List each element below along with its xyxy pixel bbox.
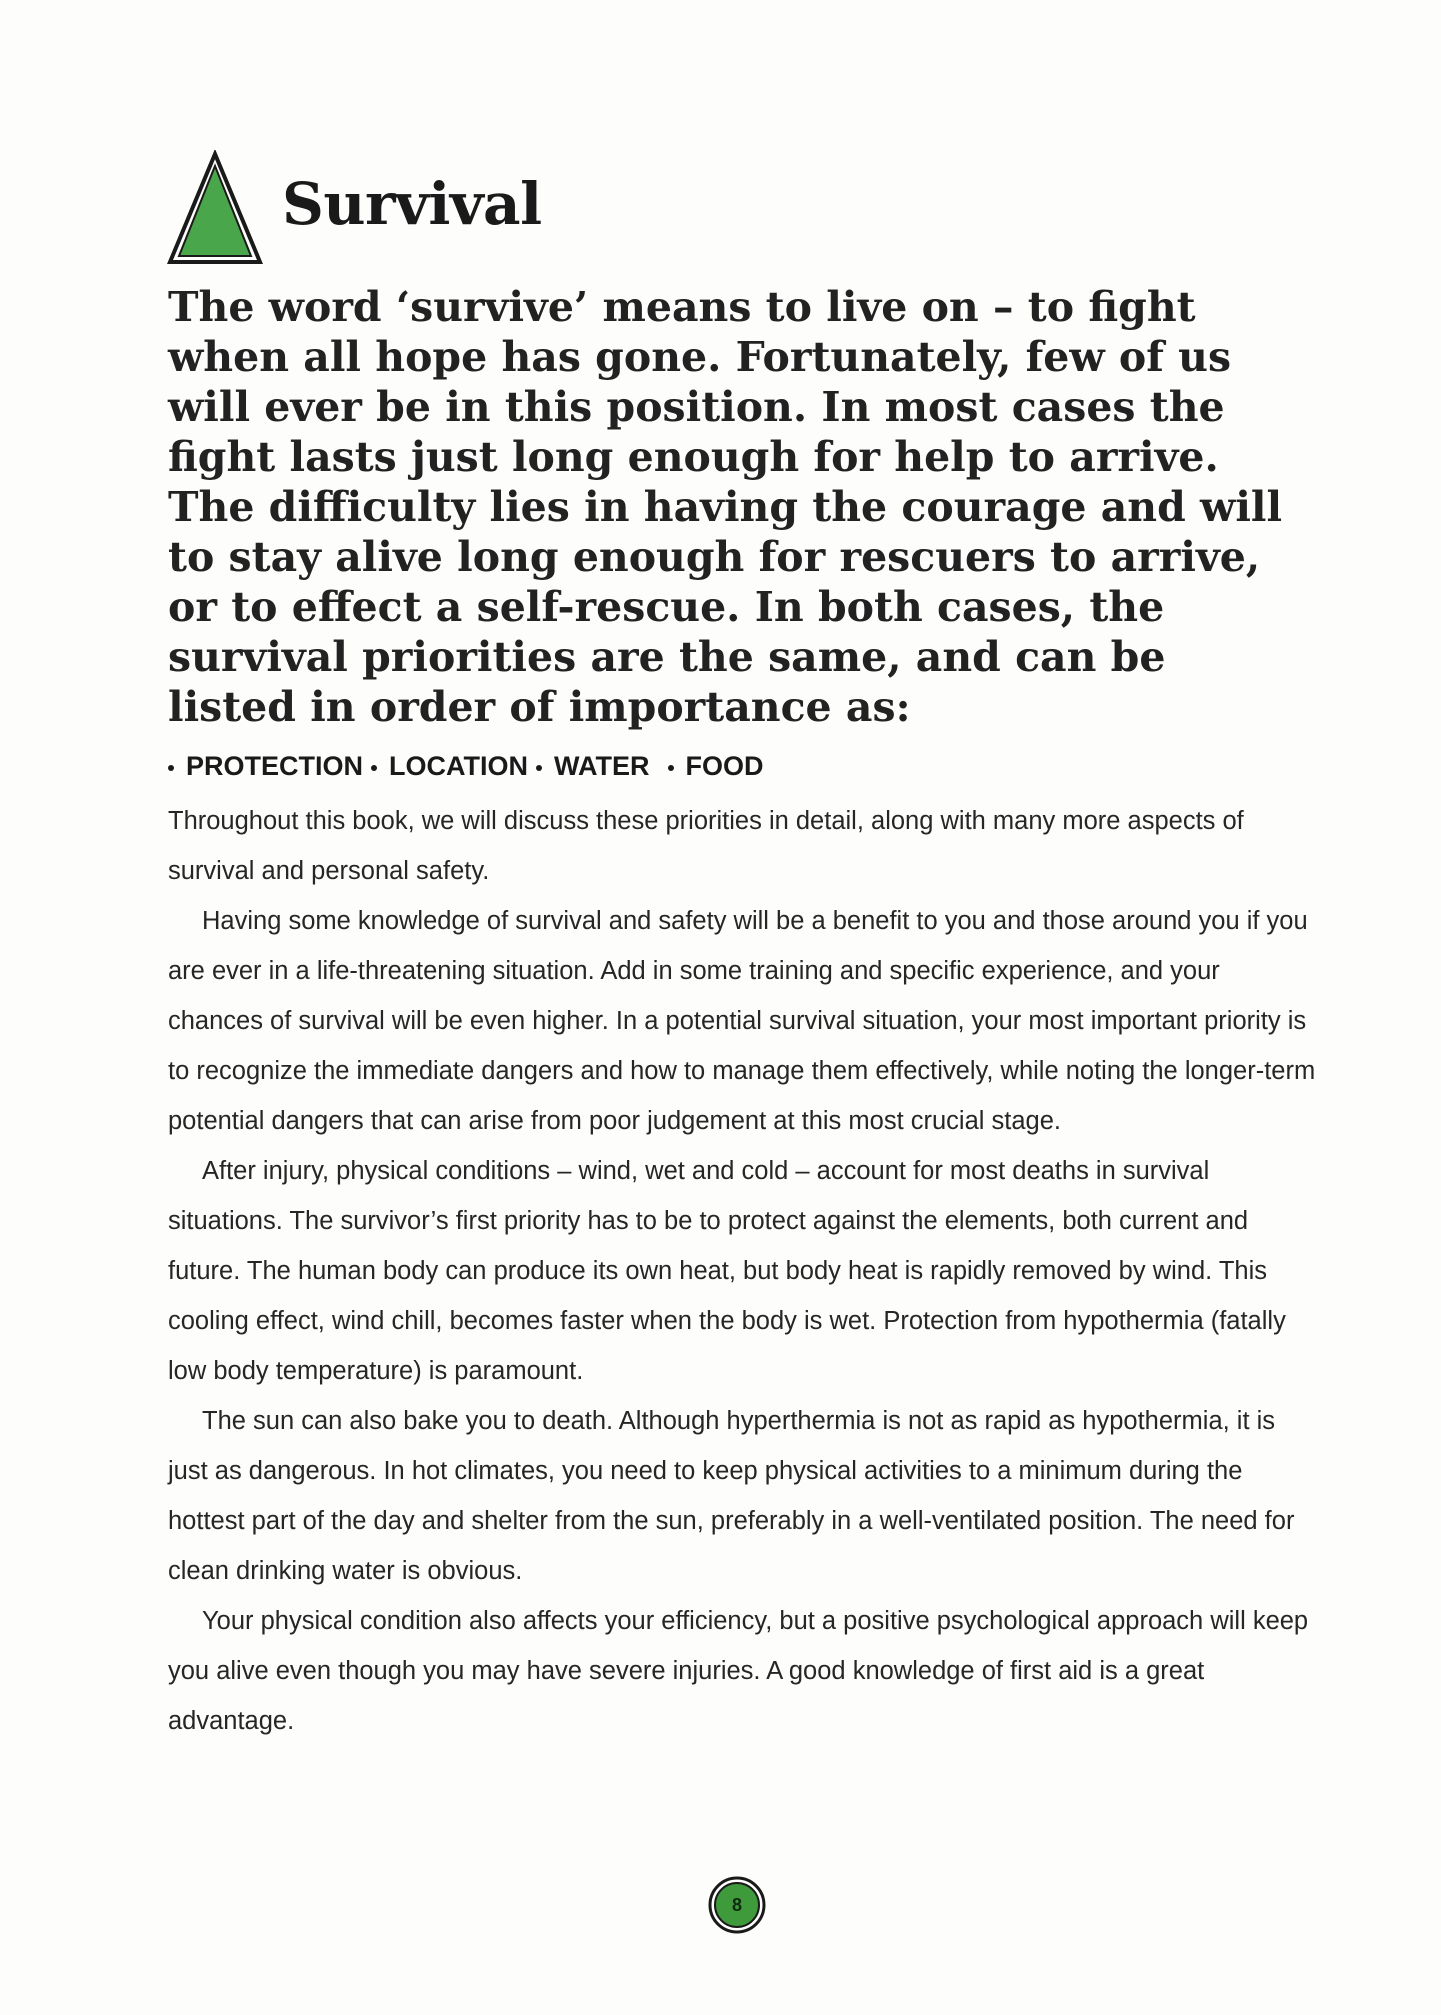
body-text bbox=[168, 796, 1320, 1746]
body-paragraph: Your physical condition also affects your efficiency, but a positive psychological approach will keep you alive even though you may have severe injuries. A good knowledge of first aid is a great advantage. bbox=[168, 1607, 1309, 1735]
priority-item: FOOD bbox=[685, 751, 764, 781]
bullet-icon bbox=[668, 765, 674, 771]
bullet-icon bbox=[371, 765, 377, 771]
priorities-list bbox=[168, 746, 764, 786]
priority-item: PROTECTION bbox=[186, 751, 364, 781]
intro-paragraph: The word ‘survive’ means to live on – to fight when all hope has gone. Fortunately, few of us will ever be in this position. In most cases the fight lasts just long enough for help to arrive. The difficulty lies in having the courage and will to stay alive long enough for rescuers to arrive, or to effect a self-rescue. In both cases, the survival priorities are the same, and can be listed in order of importance as: bbox=[168, 283, 1283, 731]
body-paragraph: After injury, physical conditions – wind, wet and cold – account for most deaths in survival situations. The survivor’s first priority has to be to protect against the elements, both current and future. The human body can produce its own heat, but body heat is rapidly removed by wind. This cooling effect, wind chill, becomes faster when the body is wet. Protection from hypothermia (fatally low body temperature) is paramount. bbox=[168, 1157, 1286, 1385]
body-paragraph: Having some knowledge of survival and safety will be a benefit to you and those around you if you are ever in a life-threatening situation. Add in some training and specific experience, and your chances of survival will be even higher. In a potential survival situation, your most important priority is to recognize the immediate dangers and how to manage them effectively, while noting the longer-term potential dangers that can arise from poor judgement at this most crucial stage. bbox=[168, 907, 1316, 1135]
bullet-icon bbox=[168, 765, 174, 771]
bullet-icon bbox=[536, 765, 542, 771]
body-paragraph: The sun can also bake you to death. Although hyperthermia is not as rapid as hypothermia, it is just as dangerous. In hot climates, you need to keep physical activities to a minimum during the hottest part of the day and shelter from the sun, preferably in a well-ventilated position. The need for clean drinking water is obvious. bbox=[168, 1407, 1295, 1585]
priority-item: WATER bbox=[554, 751, 650, 781]
green-triangle-icon bbox=[166, 150, 264, 266]
page-title: Survival bbox=[282, 170, 542, 238]
page-number: 8 bbox=[731, 1895, 742, 1915]
body-paragraph: Throughout this book, we will discuss these priorities in detail, along with many more aspects of survival and personal safety. bbox=[168, 807, 1244, 885]
priority-item: LOCATION bbox=[389, 751, 528, 781]
